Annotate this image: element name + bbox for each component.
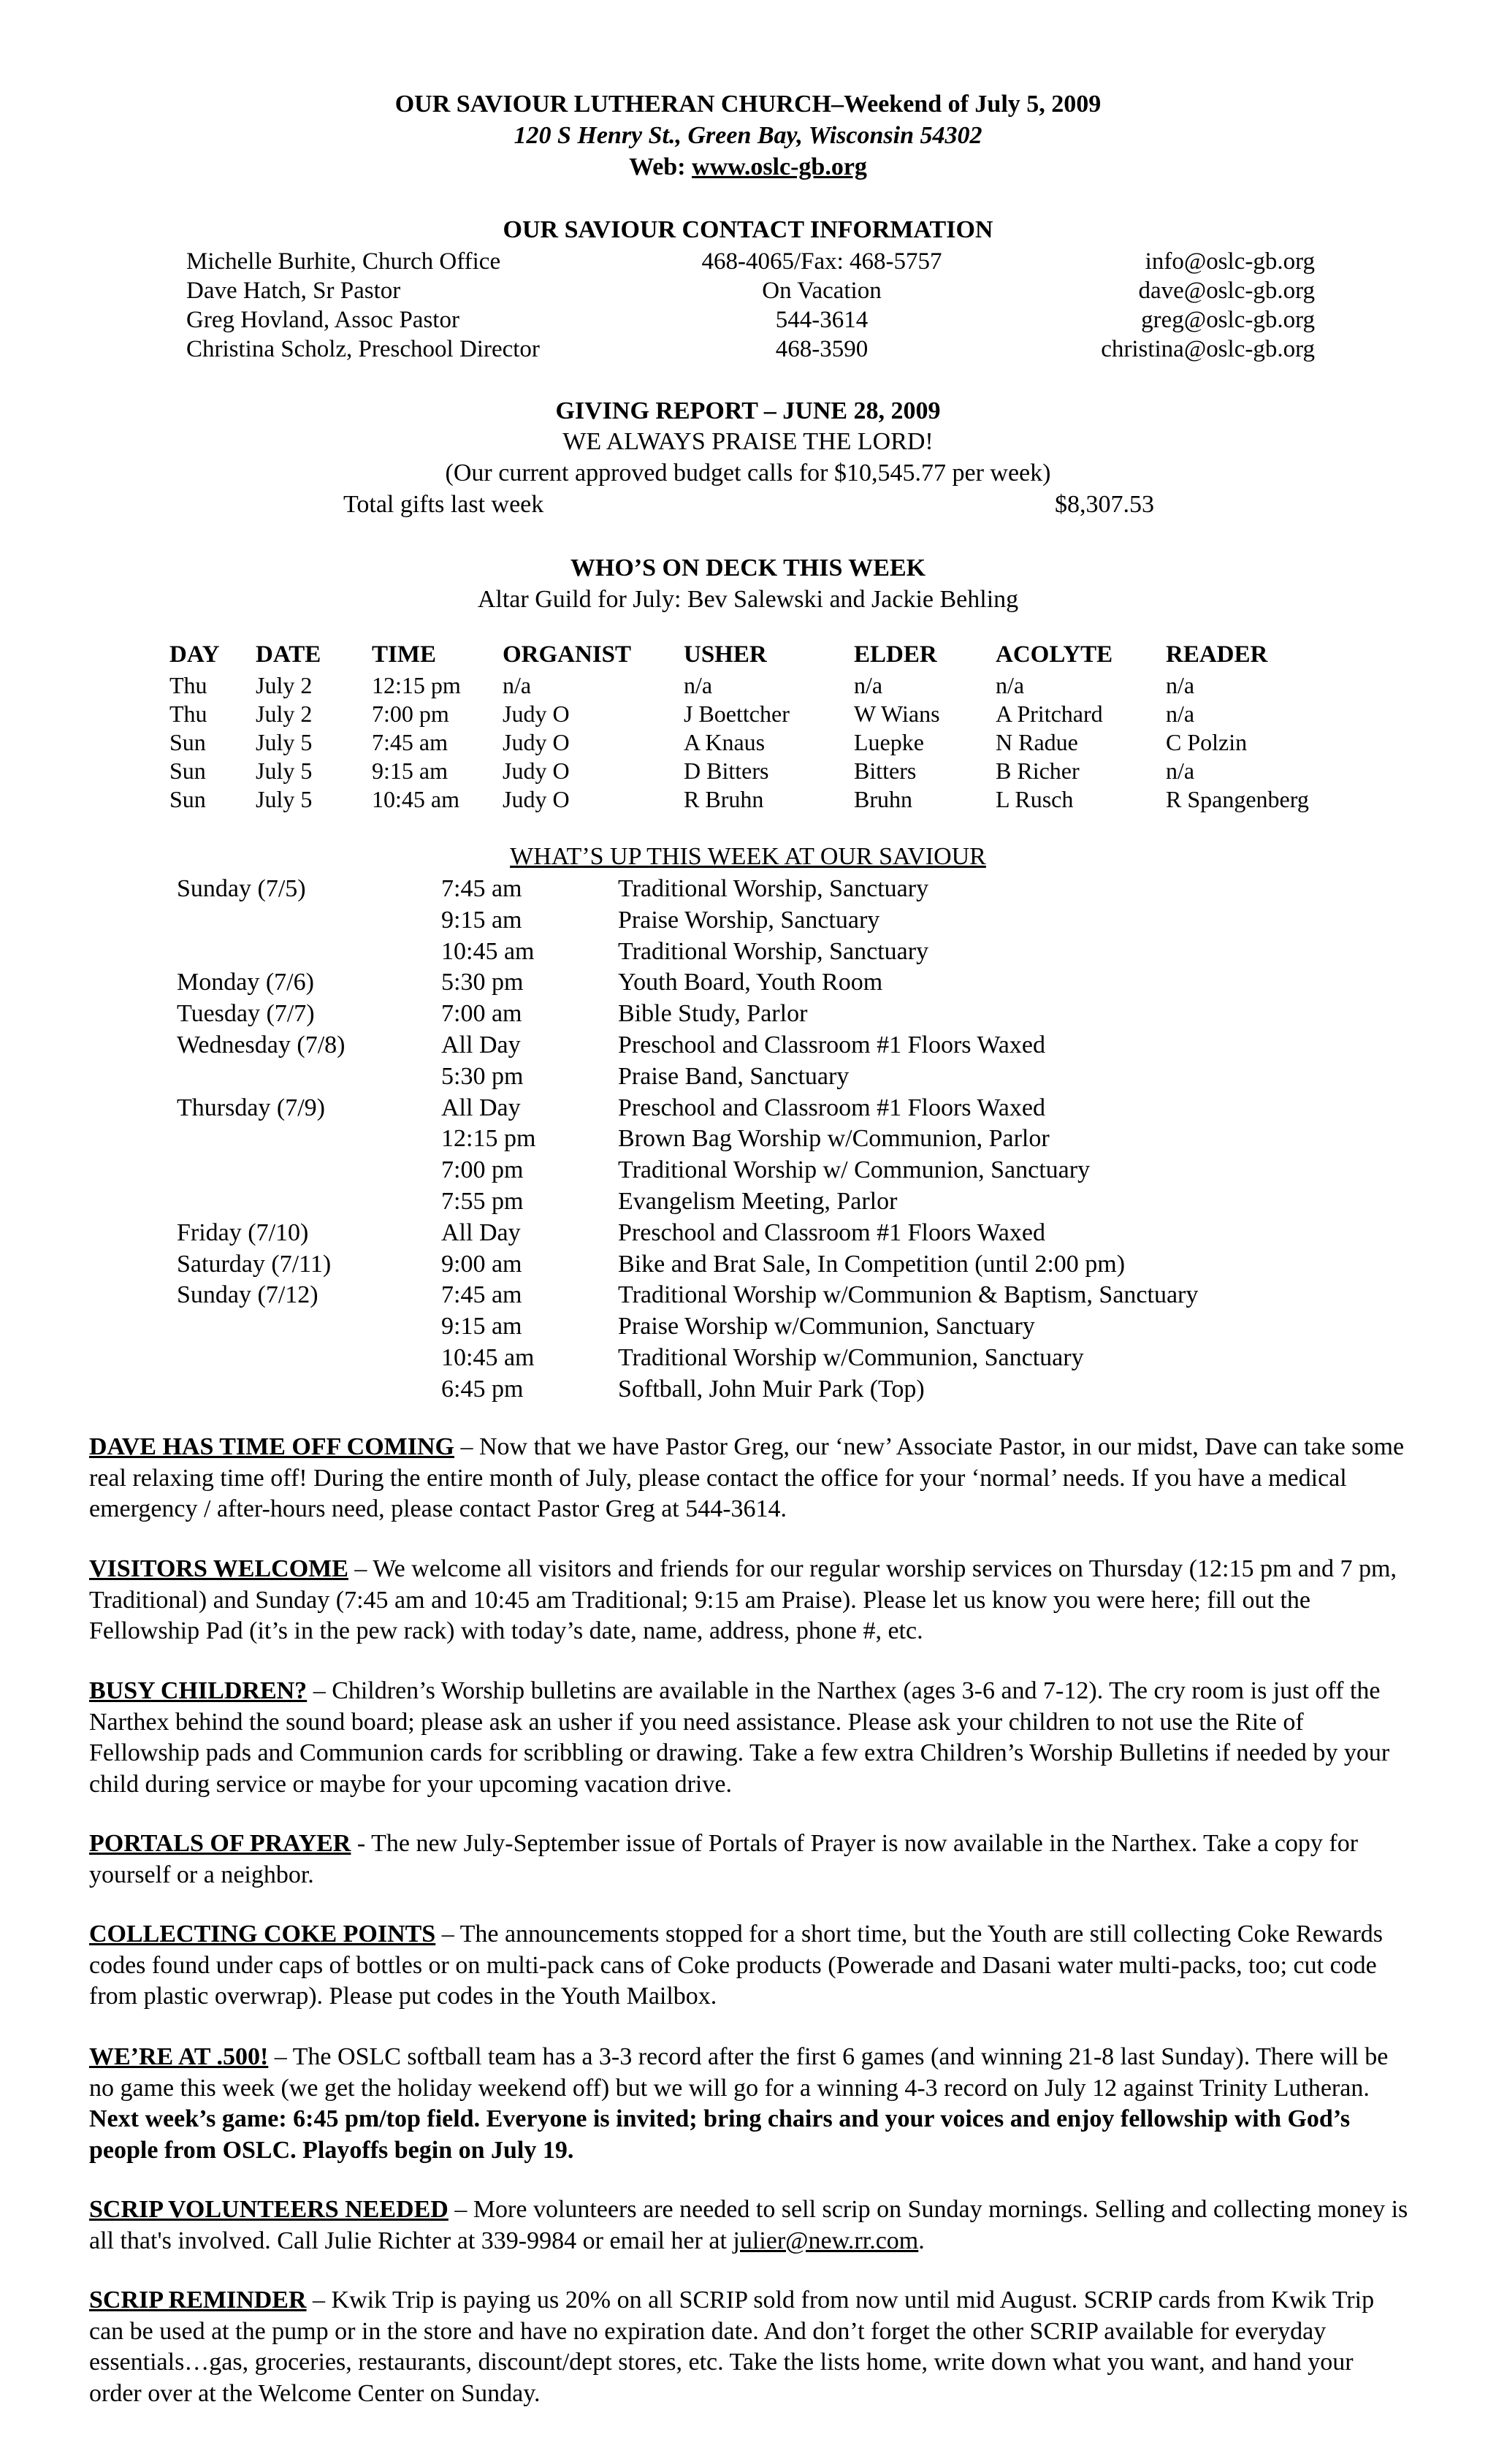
- announcement-softball: [89, 2042, 1410, 2166]
- schedule-event: Praise Band, Sanctuary: [618, 1062, 850, 1090]
- cell: n/a: [1166, 701, 1195, 727]
- cell: B Richer: [996, 758, 1080, 784]
- announcement-heading: SCRIP VOLUNTEERS NEEDED: [89, 2196, 449, 2223]
- contact-name: Greg Hovland, Assoc Pastor: [186, 307, 459, 333]
- cell: Thu: [169, 672, 207, 698]
- table-row: [169, 672, 1356, 701]
- cell: A Pritchard: [996, 701, 1103, 727]
- schedule-time: All Day: [441, 1094, 521, 1121]
- contact-phone: 468-3590: [775, 336, 869, 362]
- deck-heading: WHO’S ON DECK THIS WEEK: [570, 554, 926, 581]
- cell: Judy O: [503, 786, 570, 812]
- cell: Judy O: [503, 758, 570, 784]
- schedule-time: 7:00 am: [441, 1000, 522, 1028]
- table-row: [169, 729, 1356, 758]
- announcement-heading: COLLECTING COKE POINTS: [89, 1921, 436, 1948]
- col-date: DATE: [256, 641, 321, 668]
- cell: n/a: [996, 672, 1025, 698]
- announcement-bold: Next week’s game: 6:45 pm/top field. Everyone is invited; bring chairs and your voices and enjoy fellowship with God’s people from OSLC. Playoffs begin on July 19.: [89, 2105, 1351, 2164]
- schedule-time: 7:45 am: [441, 1281, 522, 1309]
- schedule-event: Brown Bag Worship w/Communion, Parlor: [618, 1125, 1050, 1153]
- web-link[interactable]: www.oslc-gb.org: [692, 153, 867, 180]
- contact-phone: On Vacation: [762, 278, 882, 304]
- deck-header-row: [169, 641, 1356, 672]
- giving-praise: WE ALWAYS PRAISE THE LORD!: [562, 428, 934, 455]
- schedule-day: Sunday (7/5): [177, 875, 306, 902]
- cell: N Radue: [996, 729, 1078, 755]
- schedule-day: Tuesday (7/7): [177, 1000, 315, 1028]
- giving-total: [343, 489, 1154, 520]
- cell: R Bruhn: [684, 786, 764, 812]
- announcement-scrip-volunteers: [89, 2194, 1410, 2257]
- cell: D Bitters: [684, 758, 769, 784]
- schedule-event: Traditional Worship, Sanctuary: [618, 937, 929, 965]
- schedule-time: 12:15 pm: [441, 1125, 536, 1153]
- announcement-body: – More volunteers are needed to sell scrip on Sunday mornings. Selling and collecting money is all that's involved. Call Julie Richter at 339-9984 or email her at: [89, 2196, 1408, 2254]
- schedule-event: Preschool and Classroom #1 Floors Waxed: [618, 1094, 1045, 1121]
- announcement-heading: DAVE HAS TIME OFF COMING: [89, 1433, 454, 1460]
- cell: Sun: [169, 786, 206, 812]
- announcement-end: .: [918, 2227, 925, 2254]
- cell: Judy O: [503, 729, 570, 755]
- cell: Bruhn: [854, 786, 912, 812]
- cell: 7:45 am: [372, 729, 448, 755]
- schedule-event: Traditional Worship w/ Communion, Sanctuary: [618, 1156, 1091, 1184]
- contact-heading: OUR SAVIOUR CONTACT INFORMATION: [503, 216, 993, 243]
- schedule-day: Thursday (7/9): [177, 1094, 326, 1121]
- announcement-heading: WE’RE AT .500!: [89, 2043, 269, 2070]
- announcement-body: – We welcome all visitors and friends for our regular worship services on Thursday (12:15 pm and 7 pm, Traditional) and Sunday (7:45 am and 10:45 am Traditional; 9:15 am Praise). Please let us know you were here; fill out the Fellowship Pad (it’s in the pew rack) with today’s date, name, address, phone #, etc.: [89, 1555, 1397, 1644]
- schedule-event: Bike and Brat Sale, In Competition (until 2:00 pm): [618, 1250, 1126, 1278]
- church-web: [0, 152, 1496, 183]
- schedule-time: 6:45 pm: [441, 1375, 524, 1403]
- cell: Sun: [169, 758, 206, 784]
- schedule-day: Wednesday (7/8): [177, 1031, 346, 1059]
- announcement-heading: BUSY CHILDREN?: [89, 1677, 308, 1704]
- contact-email[interactable]: greg@oslc-gb.org: [1141, 307, 1315, 333]
- cell: n/a: [854, 672, 883, 698]
- cell: W Wians: [854, 701, 940, 727]
- schedule-time: 7:45 am: [441, 875, 522, 902]
- cell: Bitters: [854, 758, 917, 784]
- schedule-day: Sunday (7/12): [177, 1281, 318, 1309]
- altar-guild: Altar Guild for July: Bev Salewski and Jackie Behling: [477, 586, 1019, 613]
- schedule-event: Traditional Worship w/Communion & Baptism, Sanctuary: [618, 1281, 1199, 1309]
- schedule-day: Monday (7/6): [177, 969, 314, 996]
- contact-email[interactable]: info@oslc-gb.org: [1145, 248, 1315, 275]
- announcement-coke: [89, 1919, 1410, 2013]
- announcement-body: - The new July-September issue of Portals of Prayer is now available in the Narthex. Take a copy for yourself or a neighbor.: [89, 1830, 1359, 1888]
- schedule-heading: [0, 842, 1496, 872]
- cell: 7:00 pm: [372, 701, 449, 727]
- schedule-time: All Day: [441, 1031, 521, 1059]
- schedule-event: Praise Worship, Sanctuary: [618, 906, 880, 934]
- giving-total-amount: $8,307.53: [1055, 491, 1154, 518]
- schedule-time: 7:00 pm: [441, 1156, 524, 1184]
- announcement-body: – Now that we have Pastor Greg, our ‘new’ Associate Pastor, in our midst, Dave can take some real relaxing time off! During the entire month of July, please contact the office for your ‘normal’ needs. If you have a medical emergency / after-hours need, please contact Pastor Greg at 544-3614.: [89, 1433, 1405, 1522]
- cell: Judy O: [503, 701, 570, 727]
- schedule-day: Saturday (7/11): [177, 1250, 332, 1278]
- cell: n/a: [503, 672, 532, 698]
- schedule-day: Friday (7/10): [177, 1218, 309, 1246]
- cell: J Boettcher: [684, 701, 790, 727]
- schedule-event: Evangelism Meeting, Parlor: [618, 1187, 898, 1215]
- announcement-children: [89, 1676, 1410, 1800]
- col-usher: USHER: [684, 641, 767, 668]
- cell: A Knaus: [684, 729, 766, 755]
- schedule-time: 5:30 pm: [441, 969, 524, 996]
- giving-budget: (Our current approved budget calls for $10,545.77 per week): [445, 459, 1051, 487]
- schedule-heading-text: WHAT’S UP THIS WEEK AT OUR SAVIOUR: [510, 843, 986, 870]
- schedule-time: All Day: [441, 1218, 521, 1246]
- cell: Luepke: [854, 729, 924, 755]
- schedule-event: Traditional Worship, Sanctuary: [618, 875, 929, 902]
- contact-name: Michelle Burhite, Church Office: [186, 248, 501, 275]
- schedule-time: 10:45 am: [441, 937, 535, 965]
- giving-heading: GIVING REPORT – JUNE 28, 2009: [555, 397, 941, 424]
- cell: July 5: [256, 786, 313, 812]
- cell: July 5: [256, 758, 313, 784]
- email-link[interactable]: julier@new.rr.com: [733, 2227, 919, 2254]
- schedule-time: 9:15 am: [441, 906, 522, 934]
- schedule-event: Bible Study, Parlor: [618, 1000, 808, 1028]
- schedule-time: 7:55 pm: [441, 1187, 524, 1215]
- church-title: OUR SAVIOUR LUTHERAN CHURCH–Weekend of July 5, 2009: [394, 91, 1102, 118]
- schedule-event: Traditional Worship w/Communion, Sanctuary: [618, 1343, 1084, 1371]
- contact-email[interactable]: christina@oslc-gb.org: [1101, 336, 1315, 362]
- cell: July 2: [256, 701, 313, 727]
- web-label: Web:: [629, 153, 692, 180]
- cell: L Rusch: [996, 786, 1074, 812]
- announcement-dave: [89, 1432, 1410, 1525]
- contact-name: Christina Scholz, Preschool Director: [186, 336, 540, 362]
- col-time: TIME: [372, 641, 437, 668]
- church-address: 120 S Henry St., Green Bay, Wisconsin 54302: [514, 122, 982, 149]
- cell: Sun: [169, 729, 206, 755]
- col-elder: ELDER: [854, 641, 937, 668]
- cell: 10:45 am: [372, 786, 459, 812]
- schedule-time: 9:00 am: [441, 1250, 522, 1278]
- schedule-event: Preschool and Classroom #1 Floors Waxed: [618, 1218, 1045, 1246]
- cell: n/a: [1166, 672, 1195, 698]
- announcement-body: – Kwik Trip is paying us 20% on all SCRIP sold from now until mid August. SCRIP cards from Kwik Trip can be used at the pump or in the store and have no expiration date. And don’t forget the other SCRIP available for everyday essentials…gas, groceries, restaurants, discount/dept stores, etc. Take the lists home, write down what you want, and hand your order over at the Welcome Center on Sunday.: [89, 2286, 1375, 2407]
- cell: R Spangenberg: [1166, 786, 1309, 812]
- schedule-time: 5:30 pm: [441, 1062, 524, 1090]
- schedule-event: Preschool and Classroom #1 Floors Waxed: [618, 1031, 1045, 1059]
- table-row: [169, 786, 1356, 815]
- announcement-visitors: [89, 1554, 1410, 1647]
- col-day: DAY: [169, 641, 220, 668]
- col-reader: READER: [1166, 641, 1268, 668]
- cell: Thu: [169, 701, 207, 727]
- table-row: [169, 701, 1356, 729]
- cell: July 5: [256, 729, 313, 755]
- cell: C Polzin: [1166, 729, 1248, 755]
- announcement-heading: SCRIP REMINDER: [89, 2286, 307, 2314]
- contact-phone: 468-4065/Fax: 468-5757: [701, 248, 942, 275]
- contact-name: Dave Hatch, Sr Pastor: [186, 278, 401, 304]
- giving-total-label: Total gifts last week: [343, 491, 544, 518]
- announcement-body: – The OSLC softball team has a 3-3 record after the first 6 games (and winning 21-8 last Sunday). There will be no game this week (we get the holiday weekend off) but we will go for a winning 4-3 record on July 12 against Trinity Lutheran.: [89, 2043, 1389, 2102]
- cell: n/a: [684, 672, 713, 698]
- cell: n/a: [1166, 758, 1195, 784]
- deck-table: [169, 641, 1356, 815]
- schedule-event: Youth Board, Youth Room: [618, 969, 883, 996]
- announcement-body: – The announcements stopped for a short time, but the Youth are still collecting Coke Rewards codes found under caps of bottles or on multi-pack cans of Coke products (Powerade and Dasani water multi-packs, too; cut code from plastic overwrap). Please put codes in the Youth Mailbox.: [89, 1921, 1384, 2010]
- table-row: [169, 758, 1356, 786]
- schedule-time: 10:45 am: [441, 1343, 535, 1371]
- announcement-heading: VISITORS WELCOME: [89, 1555, 348, 1582]
- schedule-time: 9:15 am: [441, 1313, 522, 1340]
- announcement-scrip-reminder: [89, 2285, 1410, 2409]
- col-organist: ORGANIST: [503, 641, 632, 668]
- col-acolyte: ACOLYTE: [996, 641, 1113, 668]
- contact-phone: 544-3614: [775, 307, 869, 333]
- cell: 12:15 pm: [372, 672, 461, 698]
- cell: 9:15 am: [372, 758, 448, 784]
- announcement-portals: [89, 1828, 1410, 1891]
- announcement-body: – Children’s Worship bulletins are available in the Narthex (ages 3-6 and 7-12). The cry room is just off the Narthex behind the sound board; please ask an usher if you need assistance. Please ask your children to not use the Rite of Fellowship pads and Communion cards for scribbling or drawing. Take a few extra Children’s Worship Bulletins if needed by your child during service or maybe for your upcoming vacation drive.: [89, 1677, 1390, 1798]
- contact-email[interactable]: dave@oslc-gb.org: [1138, 278, 1315, 304]
- schedule-event: Softball, John Muir Park (Top): [618, 1375, 925, 1403]
- schedule-event: Praise Worship w/Communion, Sanctuary: [618, 1313, 1035, 1340]
- announcement-heading: PORTALS OF PRAYER: [89, 1830, 351, 1857]
- cell: July 2: [256, 672, 313, 698]
